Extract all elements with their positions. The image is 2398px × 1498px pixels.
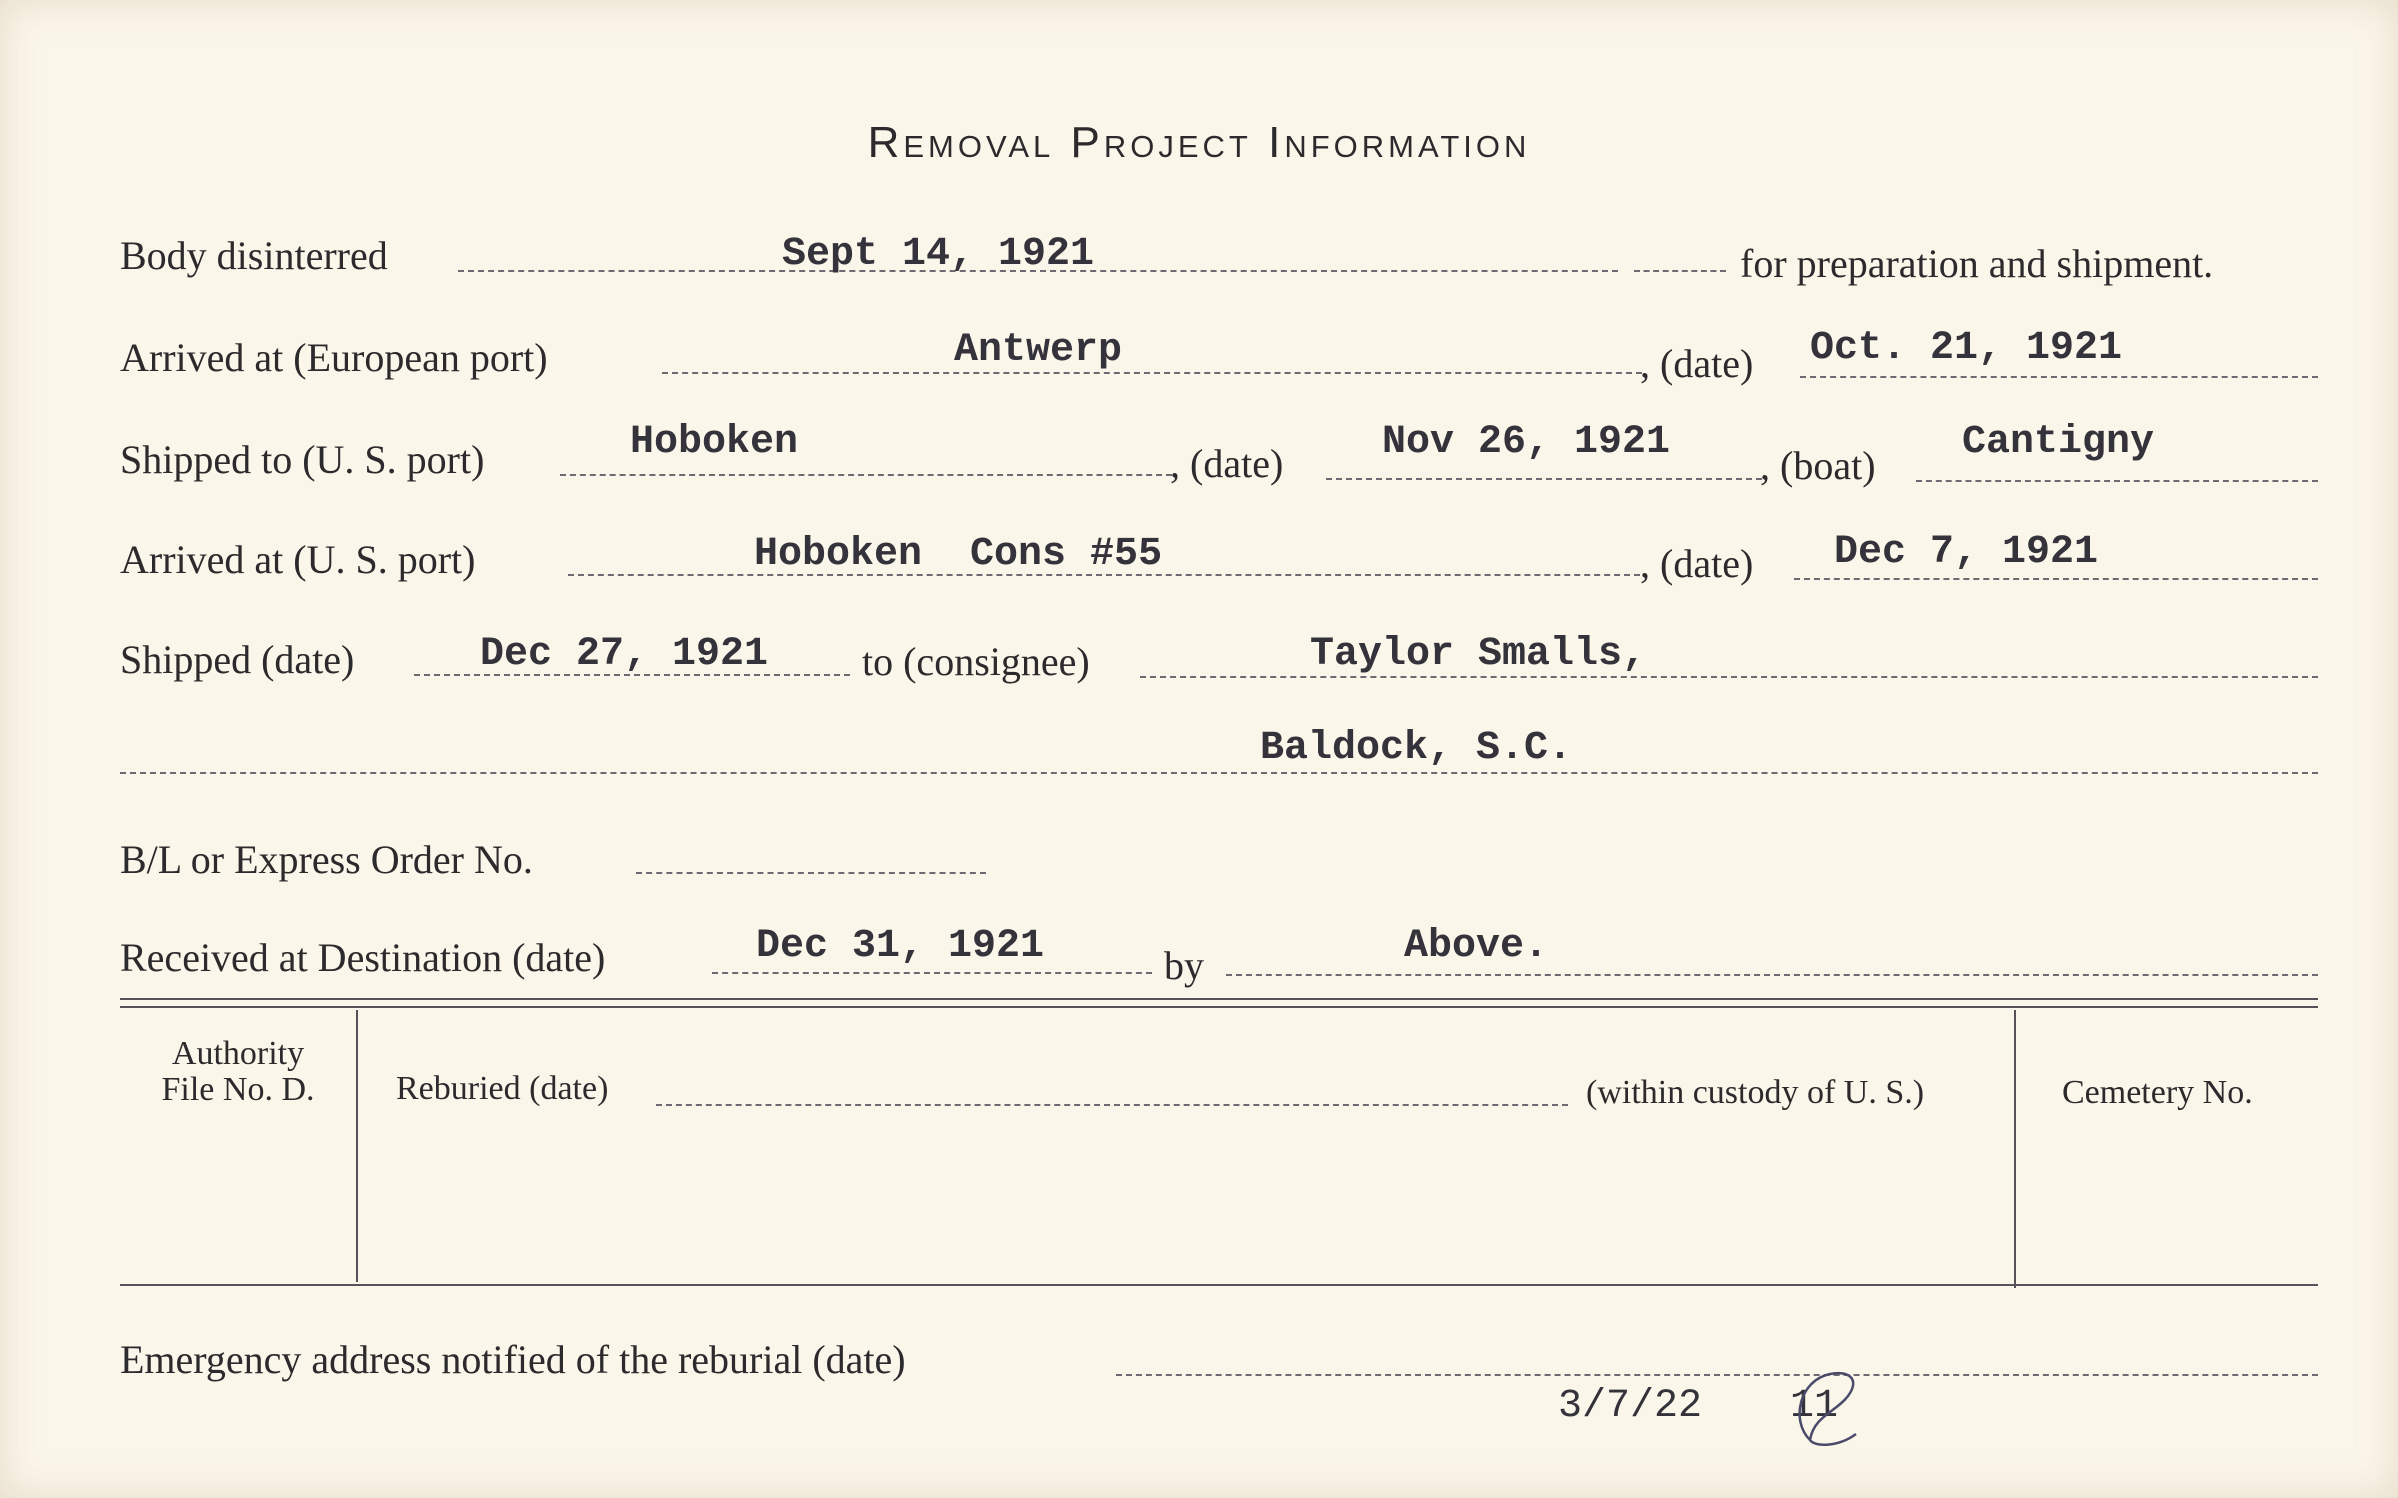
consignee-address: Baldock, S.C. bbox=[1260, 726, 1573, 771]
received-date-line bbox=[712, 972, 1152, 974]
body-disinterred-label: Body disinterred bbox=[120, 233, 388, 278]
received-date: Dec 31, 1921 bbox=[756, 924, 1045, 969]
arrived-us-date: Dec 7, 1921 bbox=[1834, 530, 2099, 575]
emergency-date: 3/7/22 bbox=[1558, 1384, 1703, 1429]
shipped-to-us-boat: Cantigny bbox=[1962, 420, 2155, 465]
shipped-to-us-port: Hoboken bbox=[630, 420, 799, 465]
arrived-us-port: Hoboken Cons #55 bbox=[754, 532, 1163, 577]
shipped-to-us-boat-label: , (boat) bbox=[1760, 443, 1876, 488]
arrived-us-date-line bbox=[1794, 578, 2318, 580]
table-divider-left bbox=[356, 1010, 358, 1282]
cemetery-label: Cemetery No. bbox=[2062, 1074, 2253, 1111]
reburied-line bbox=[656, 1104, 1568, 1106]
received-label: Received at Destination (date) bbox=[120, 935, 606, 980]
arrived-european-line bbox=[662, 372, 1642, 374]
received-by-value: Above. bbox=[1404, 924, 1549, 969]
authority-label bbox=[120, 1036, 356, 1108]
arrived-european-label: Arrived at (European port) bbox=[120, 335, 548, 380]
shipped-to-us-date-line bbox=[1326, 478, 1762, 480]
consignee-label: to (consignee) bbox=[862, 639, 1090, 684]
shipped-to-us-label: Shipped to (U. S. port) bbox=[120, 437, 485, 482]
table-divider-right bbox=[2014, 1010, 2016, 1288]
card-title: Removal Project Information bbox=[867, 118, 1531, 167]
emergency-initials: 11 bbox=[1790, 1384, 1839, 1429]
consignee-address-line bbox=[120, 772, 2318, 774]
consignee-value: Taylor Smalls, bbox=[1310, 632, 1647, 677]
arrived-us-date-label: , (date) bbox=[1640, 541, 1754, 586]
authority-label-line-1: Authority bbox=[171, 1035, 305, 1072]
arrived-european-date: Oct. 21, 1921 bbox=[1810, 326, 2123, 371]
shipped-to-us-line bbox=[560, 474, 1172, 476]
table-bottom-rule bbox=[120, 1284, 2318, 1286]
arrived-us-label: Arrived at (U. S. port) bbox=[120, 537, 476, 582]
emergency-label: Emergency address notified of the reburial (date) bbox=[120, 1337, 906, 1382]
arrived-european-date-label: , (date) bbox=[1640, 341, 1754, 386]
received-by-label: by bbox=[1164, 943, 1204, 988]
custody-label: (within custody of U. S.) bbox=[1586, 1074, 1925, 1111]
bl-order-label: B/L or Express Order No. bbox=[120, 837, 533, 882]
reburied-label: Reburied (date) bbox=[396, 1070, 609, 1107]
bl-order-line bbox=[636, 872, 986, 874]
shipped-date-label: Shipped (date) bbox=[120, 637, 355, 682]
table-top-rule-1 bbox=[120, 998, 2318, 1000]
body-disinterred-line-2 bbox=[1634, 270, 1726, 272]
shipped-date-value: Dec 27, 1921 bbox=[480, 632, 769, 677]
table-top-rule-2 bbox=[120, 1006, 2318, 1008]
shipped-to-us-date-label: , (date) bbox=[1170, 441, 1284, 486]
handwritten-mark-icon bbox=[1770, 1360, 1880, 1452]
received-by-line bbox=[1226, 974, 2318, 976]
authority-label-line-2: File No. D. bbox=[161, 1071, 315, 1108]
emergency-line bbox=[1116, 1374, 2318, 1376]
shipped-to-us-date: Nov 26, 1921 bbox=[1382, 420, 1671, 465]
arrived-european-date-line bbox=[1800, 376, 2318, 378]
shipped-to-us-boat-line bbox=[1916, 480, 2318, 482]
body-disinterred-value: Sept 14, 1921 bbox=[782, 232, 1095, 277]
arrived-european-port: Antwerp bbox=[954, 328, 1123, 373]
body-disinterred-suffix: for preparation and shipment. bbox=[1740, 241, 2214, 286]
